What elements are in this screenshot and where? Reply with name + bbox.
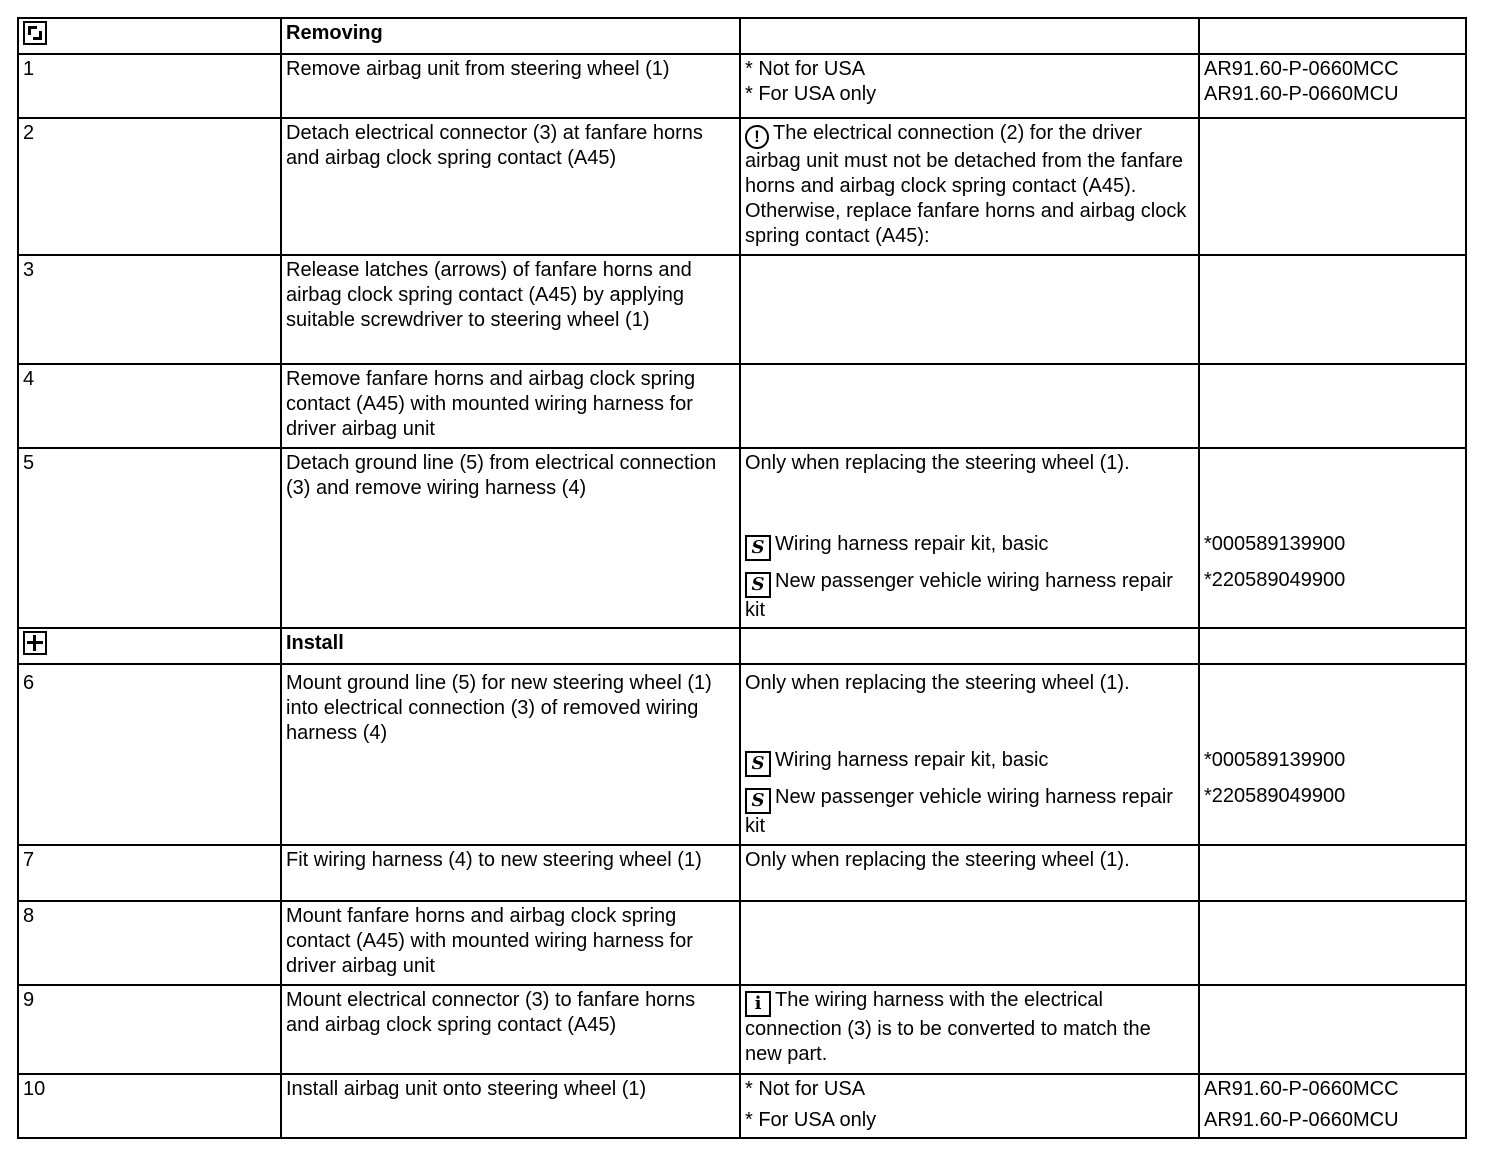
step-notes: Only when replacing the steering wheel (1). xyxy=(740,845,1199,901)
reference-link[interactable]: AR91.60-P-0660MCU xyxy=(1204,83,1399,105)
table-row xyxy=(18,901,1466,985)
reference-link[interactable]: AR91.60-P-0660MCC xyxy=(1204,58,1399,80)
tool-item xyxy=(745,785,1193,839)
step-number: 3 xyxy=(18,255,281,364)
step-number: 10 xyxy=(18,1074,281,1138)
warning-text: The electrical connection (2) for the driver airbag unit must not be detached from the fanfare horns and airbag clock spring contact (A45). Otherwise, replace fanfare horns and airbag clock spring contact (A45): xyxy=(745,122,1187,247)
note-line: * For USA only xyxy=(745,1109,877,1131)
table-row xyxy=(18,118,1466,255)
tool-number[interactable]: *220589049900 xyxy=(1204,785,1346,807)
step-action: Fit wiring harness (4) to new steering wheel (1) xyxy=(281,845,740,901)
table-row xyxy=(18,54,1466,118)
step-number: 4 xyxy=(18,364,281,448)
tool-item xyxy=(745,532,1193,561)
step-number: 5 xyxy=(18,448,281,628)
step-number: 1 xyxy=(18,54,281,118)
step-notes xyxy=(740,1074,1199,1138)
tool-label: New passenger vehicle wiring harness repair kit xyxy=(745,786,1173,837)
step-action: Release latches (arrows) of fanfare horns and airbag clock spring contact (A45) by applying suitable screwdriver to steering wheel (1) xyxy=(281,255,740,364)
step-action: Remove fanfare horns and airbag clock spring contact (A45) with mounted wiring harness for driver airbag unit xyxy=(281,364,740,448)
step-action: Mount ground line (5) for new steering wheel (1) into electrical connection (3) of removed wiring harness (4) xyxy=(281,664,740,845)
tool-icon: S xyxy=(745,572,771,598)
step-notes xyxy=(740,448,1199,628)
tool-number[interactable]: *000589139900 xyxy=(1204,533,1346,555)
tool-icon: S xyxy=(745,535,771,561)
step-number: 2 xyxy=(18,118,281,255)
table-row xyxy=(18,985,1466,1074)
tool-item xyxy=(745,569,1193,623)
note-line: * Not for USA xyxy=(745,58,866,80)
section-title: Install xyxy=(281,628,740,664)
tool-icon: S xyxy=(745,788,771,814)
step-refs xyxy=(1199,54,1466,118)
info-text: The wiring harness with the electrical connection (3) is to be converted to match the new part. xyxy=(745,989,1151,1065)
tool-item xyxy=(745,748,1193,777)
info-icon: i xyxy=(745,991,771,1017)
section-title: Removing xyxy=(281,18,740,54)
step-action: Mount fanfare horns and airbag clock spring contact (A45) with mounted wiring harness for driver airbag unit xyxy=(281,901,740,985)
step-refs xyxy=(1199,448,1466,628)
table-row xyxy=(18,845,1466,901)
table-row xyxy=(18,448,1466,628)
note-line: * For USA only xyxy=(745,83,877,105)
table-row xyxy=(18,664,1466,845)
remove-section-icon xyxy=(23,21,47,45)
step-notes xyxy=(740,664,1199,845)
tool-label: Wiring harness repair kit, basic xyxy=(775,749,1049,771)
reference-link[interactable]: AR91.60-P-0660MCU xyxy=(1204,1109,1399,1131)
step-number: 6 xyxy=(18,664,281,845)
step-refs xyxy=(1199,1074,1466,1138)
reference-link[interactable]: AR91.60-P-0660MCC xyxy=(1204,1078,1399,1100)
install-section-icon xyxy=(23,631,47,655)
table-row xyxy=(18,255,1466,364)
step-info xyxy=(740,985,1199,1074)
step-number: 8 xyxy=(18,901,281,985)
step-action: Mount electrical connector (3) to fanfare horns and airbag clock spring contact (A45) xyxy=(281,985,740,1074)
table-row xyxy=(18,364,1466,448)
step-action: Detach electrical connector (3) at fanfare horns and airbag clock spring contact (A45) xyxy=(281,118,740,255)
step-warning xyxy=(740,118,1199,255)
tool-number[interactable]: *220589049900 xyxy=(1204,569,1346,591)
step-number: 7 xyxy=(18,845,281,901)
note-line: * Not for USA xyxy=(745,1078,866,1100)
section-icon-cell xyxy=(18,628,281,664)
tool-label: Wiring harness repair kit, basic xyxy=(775,533,1049,555)
step-action: Remove airbag unit from steering wheel (1) xyxy=(281,54,740,118)
procedure-table xyxy=(17,17,1467,1139)
step-action: Detach ground line (5) from electrical connection (3) and remove wiring harness (4) xyxy=(281,448,740,628)
section-header-row xyxy=(18,628,1466,664)
step-number: 9 xyxy=(18,985,281,1074)
tool-label: New passenger vehicle wiring harness repair kit xyxy=(745,570,1173,621)
step-refs xyxy=(1199,664,1466,845)
tool-icon: S xyxy=(745,751,771,777)
note-line: Only when replacing the steering wheel (1). xyxy=(745,452,1130,474)
section-icon-cell xyxy=(18,18,281,54)
warning-icon: ! xyxy=(745,125,769,149)
step-notes xyxy=(740,54,1199,118)
section-header-row xyxy=(18,18,1466,54)
tool-number[interactable]: *000589139900 xyxy=(1204,749,1346,771)
step-action: Install airbag unit onto steering wheel (1) xyxy=(281,1074,740,1138)
note-line: Only when replacing the steering wheel (1). xyxy=(745,672,1130,694)
table-row xyxy=(18,1074,1466,1138)
